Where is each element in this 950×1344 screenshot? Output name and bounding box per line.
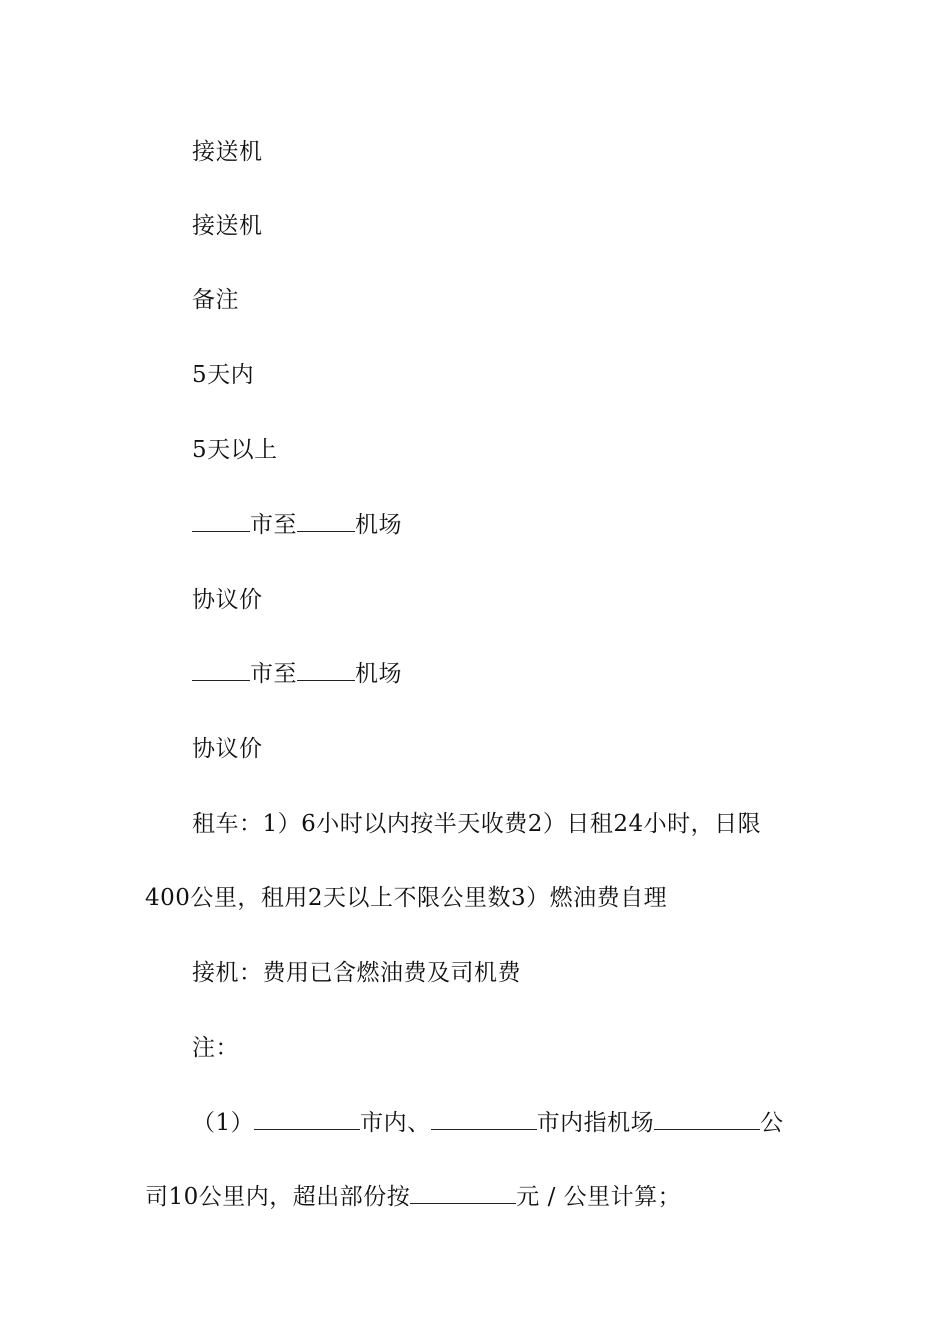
text-line: 接送机 (192, 213, 263, 239)
text-line: 5天以上 (192, 437, 278, 463)
text-fragment: 市内、 (360, 1110, 431, 1136)
fill-in-blank (297, 660, 355, 681)
text-fragment: （1） (192, 1110, 255, 1136)
note-heading: 注： (192, 1035, 239, 1061)
paragraph-line: 400公里，租用2天以上不限公里数3）燃油费自理 (145, 885, 668, 911)
text-line (192, 659, 402, 689)
fill-in-blank (254, 1109, 360, 1130)
fill-in-blank (297, 511, 355, 532)
paragraph-line (145, 1182, 681, 1212)
text-fragment: 机场 (355, 661, 402, 687)
text-line (192, 510, 402, 540)
text-fragment: 市内指机场 (536, 1110, 655, 1136)
text-line: 5天内 (192, 362, 255, 388)
text-fragment: 公 (760, 1110, 784, 1136)
paragraph-line: 接机：费用已含燃油费及司机费 (192, 960, 521, 986)
fill-in-blank (410, 1183, 516, 1204)
fill-in-blank (192, 660, 250, 681)
text-fragment: 元 / 公里计算； (516, 1184, 682, 1210)
fill-in-blank (431, 1109, 537, 1130)
fill-in-blank (192, 511, 250, 532)
text-line: 协议价 (192, 587, 263, 613)
text-fragment: 市至 (250, 512, 297, 538)
text-line: 备注 (192, 287, 239, 313)
paragraph-line (192, 1108, 784, 1138)
text-fragment: 机场 (355, 512, 402, 538)
fill-in-blank (654, 1109, 760, 1130)
text-fragment: 市至 (250, 661, 297, 687)
paragraph-line: 租车：1）6小时以内按半天收费2）日租24小时，日限 (192, 811, 762, 837)
text-fragment: 司10公里内，超出部份按 (145, 1184, 411, 1210)
text-line: 协议价 (192, 736, 263, 762)
text-line: 接送机 (192, 139, 263, 165)
